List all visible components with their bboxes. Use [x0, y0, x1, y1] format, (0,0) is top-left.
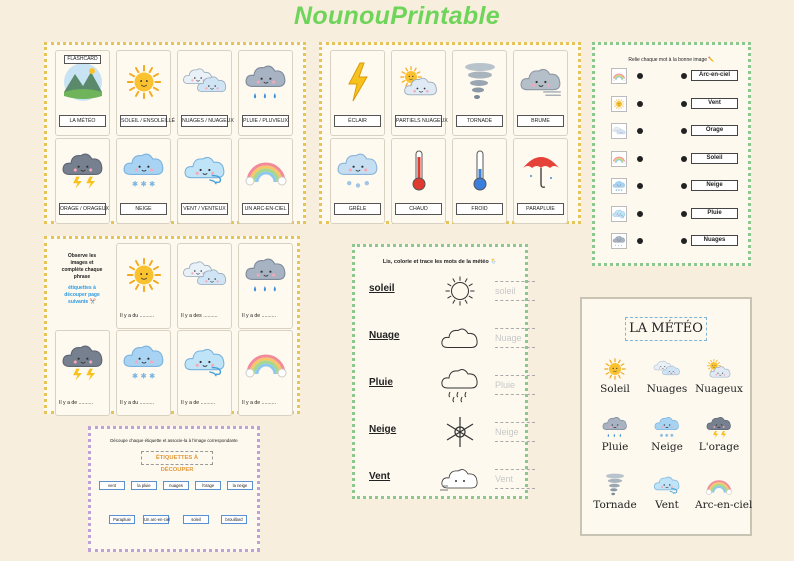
- match-row: [601, 67, 742, 85]
- tracing-word: Vent: [369, 471, 391, 482]
- partly-cloudy-icon: [392, 57, 445, 107]
- sentence-card: [238, 330, 293, 416]
- match-row: [601, 150, 742, 168]
- cloud-outline-icon: [441, 320, 479, 356]
- mist-icon: [514, 57, 567, 107]
- poster-cell: [591, 355, 639, 401]
- match-word: Arc-en-ciel: [691, 70, 738, 81]
- flashcard: [391, 50, 446, 136]
- labels-instruction: Découpe chaque étiquette et associe-la à l'image correspondante: [110, 438, 238, 443]
- flashcard-label: SOLEIL / ENSOLEILLÉ: [120, 115, 167, 127]
- tracing-row: [369, 461, 517, 501]
- flashcard-label: LA MÉTÉO: [59, 115, 106, 127]
- match-dot-right[interactable]: [681, 211, 687, 217]
- flashcard-sheet-2: [319, 42, 581, 224]
- flashcard-label: PARTIELS NUAGEUX: [395, 115, 442, 127]
- tracing-word: soleil: [369, 283, 395, 294]
- rain-cloud-icon: [239, 250, 292, 300]
- tracing-guide[interactable]: soleil: [495, 281, 535, 301]
- flashcard-label: UN ARC-EN-CIEL: [242, 203, 289, 215]
- flashcard-label: PLUIE / PLUVIEUX: [242, 115, 289, 127]
- rainbow-icon: [239, 337, 292, 387]
- poster-word: Nuages: [646, 383, 688, 395]
- snow-cloud-icon: [611, 178, 627, 194]
- poster-word: Neige: [651, 441, 683, 453]
- svg-text:✱ ✱ ✱: ✱ ✱ ✱: [615, 190, 623, 192]
- flashcard: [330, 50, 385, 136]
- match-dot-left[interactable]: [637, 128, 643, 134]
- rainbow-icon: [611, 68, 627, 84]
- flashcard-label: BRUME: [517, 115, 564, 127]
- poster-cell: [591, 471, 639, 517]
- labels-sheet: [88, 426, 260, 552]
- snow-cloud-icon: [117, 337, 170, 387]
- flashcard-label: TORNADE: [456, 115, 503, 127]
- match-word: Orage: [691, 125, 738, 136]
- flashcard: [116, 50, 176, 136]
- sentence-line[interactable]: Il y a de ..........: [242, 400, 277, 406]
- tracing-word: Nuage: [369, 330, 400, 341]
- cut-label[interactable]: l'orage: [195, 481, 221, 490]
- clouds-icon: [643, 355, 691, 383]
- sentence-note: étiquettes à découper page suivante ✂️: [64, 285, 100, 305]
- rain-cloud-icon: [591, 413, 639, 441]
- poster-cell: [643, 471, 691, 517]
- poster-word: Nuageux: [695, 383, 743, 395]
- tracing-title: Lis, colorie et trace les mots de la météo 🌦️: [382, 259, 498, 265]
- match-dot-left[interactable]: [637, 183, 643, 189]
- cut-label[interactable]: nuages: [163, 481, 189, 490]
- flashcard: [452, 50, 507, 136]
- flashcard-sheet-1: [44, 42, 306, 224]
- tracing-word: Neige: [369, 424, 397, 435]
- cut-label[interactable]: brouillard: [221, 515, 247, 524]
- snow-cloud-icon: [117, 145, 170, 195]
- sentence-line[interactable]: Il y a du ..........: [120, 400, 155, 406]
- cut-label[interactable]: Parapluie: [109, 515, 135, 524]
- match-dot-right[interactable]: [681, 156, 687, 162]
- sentence-line[interactable]: Il y a du ..........: [120, 313, 155, 319]
- match-row: [601, 205, 742, 223]
- match-dot-left[interactable]: [637, 156, 643, 162]
- match-row: [601, 122, 742, 140]
- rainbow-icon: [239, 145, 292, 195]
- poster-word: Arc-en-ciel: [695, 499, 753, 511]
- rainbow-icon: [611, 151, 627, 167]
- match-word: Nuages: [691, 235, 738, 246]
- wind-cloud-icon: [178, 337, 231, 387]
- flashcard: [513, 138, 568, 224]
- rain-cloud-icon: [611, 233, 627, 249]
- cut-label[interactable]: soleil: [183, 515, 209, 524]
- snow-cloud-icon: [643, 413, 691, 441]
- wind-outline-icon: [441, 461, 479, 497]
- flashcard: [330, 138, 385, 224]
- sun-icon: [611, 96, 627, 112]
- sun-icon: [117, 250, 170, 300]
- flashcard: [116, 138, 171, 224]
- storm-cloud-icon: [695, 413, 743, 441]
- matching-title: Relie chaque mot à la bonne image ✏️: [628, 57, 715, 63]
- sun-icon: [591, 355, 639, 383]
- flashcard: [391, 138, 446, 224]
- tracing-row: [369, 414, 517, 454]
- svg-text:✱ ✱ ✱: ✱ ✱ ✱: [131, 179, 156, 189]
- wind-cloud-icon: [178, 145, 231, 195]
- cut-label[interactable]: la neige: [227, 481, 253, 490]
- tornado-icon: [591, 471, 639, 499]
- flashcard-label: VENT / VENTEUX: [181, 203, 228, 215]
- wind-cloud-icon: [643, 471, 691, 499]
- tracing-row: [369, 367, 517, 407]
- poster-word: Soleil: [600, 383, 630, 395]
- sun-outline-icon: [441, 273, 479, 309]
- cut-label[interactable]: la pluie: [131, 481, 157, 490]
- storm-cloud-icon: [56, 145, 109, 195]
- match-row: [601, 177, 742, 195]
- svg-text:✱ ✱ ✱: ✱ ✱ ✱: [131, 371, 156, 381]
- poster-cell: [695, 355, 743, 401]
- matching-sheet: [592, 42, 751, 266]
- poster-cell: [695, 471, 753, 517]
- poster-cell: [591, 413, 639, 459]
- flashcard-label: CHAUD: [395, 203, 442, 215]
- rain-outline-icon: [441, 367, 479, 403]
- rain-cloud-icon: [239, 57, 292, 107]
- clouds-icon: [178, 250, 231, 300]
- match-word: Neige: [691, 180, 738, 191]
- flashcard: [55, 50, 110, 136]
- brand-title: NounouPrintable: [294, 2, 500, 30]
- sentence-card: [55, 330, 110, 416]
- sentence-card: [177, 243, 232, 329]
- match-dot-left[interactable]: [637, 101, 643, 107]
- flashcard-label: ÉCLAIR: [334, 115, 381, 127]
- poster-word: L'orage: [698, 441, 740, 453]
- clouds-icon: [178, 57, 231, 107]
- poster-word: Vent: [655, 499, 679, 511]
- partly-cloudy-icon: [695, 355, 743, 383]
- match-word: Pluie: [691, 208, 738, 219]
- sentence-card: [116, 243, 171, 329]
- match-dot-left[interactable]: [637, 238, 643, 244]
- match-dot-right[interactable]: [681, 73, 687, 79]
- flashcard-label: FROID: [456, 203, 503, 215]
- sentence-line[interactable]: Il y a de ..........: [242, 313, 277, 319]
- clouds-icon: [611, 123, 627, 139]
- match-row: [601, 95, 742, 113]
- poster-cell: [643, 413, 691, 459]
- match-dot-right[interactable]: [681, 238, 687, 244]
- wind-cloud-icon: [611, 206, 627, 222]
- flashcard-header: FLASHCARD: [64, 55, 101, 64]
- tracing-guide[interactable]: Pluie: [495, 375, 535, 395]
- landscape-icon: [56, 57, 109, 107]
- tracing-row: [369, 273, 517, 313]
- match-dot-right[interactable]: [681, 101, 687, 107]
- tracing-row: [369, 320, 522, 360]
- flashcard: [55, 138, 110, 224]
- snowflake-outline-icon: [441, 414, 479, 450]
- sentence-card: [116, 330, 171, 416]
- flashcard: [238, 138, 293, 224]
- tracing-guide[interactable]: Neige: [495, 422, 535, 442]
- match-dot-left[interactable]: [637, 73, 643, 79]
- flashcard: [238, 50, 293, 136]
- poster-word: Pluie: [601, 441, 629, 453]
- match-dot-right[interactable]: [681, 183, 687, 189]
- match-word: Soleil: [691, 153, 738, 164]
- poster-title: LA MÉTÉO: [625, 317, 707, 341]
- flashcard: [452, 138, 507, 224]
- rainbow-icon: [695, 471, 743, 499]
- svg-text:✱ ✱ ✱: ✱ ✱ ✱: [659, 433, 674, 438]
- poster-word: Tornade: [593, 499, 637, 511]
- storm-cloud-icon: [56, 337, 109, 387]
- sentence-line[interactable]: Il y a des ..........: [181, 313, 218, 319]
- cut-label[interactable]: Un arc-en-ciel: [144, 517, 171, 522]
- flashcard-label: PARAPLUIE: [517, 203, 564, 215]
- flashcard-label: NEIGE: [120, 203, 167, 215]
- poster-sheet: [580, 297, 752, 536]
- flashcard-label: GRÊLE: [334, 203, 381, 215]
- cold-thermometer-icon: [453, 145, 506, 195]
- poster-cell: [643, 355, 691, 401]
- sentence-card: [238, 243, 293, 329]
- match-word: Vent: [691, 98, 738, 109]
- flashcard: [177, 50, 232, 136]
- tornado-icon: [453, 57, 506, 107]
- match-row: [601, 232, 742, 250]
- umbrella-icon: [514, 145, 567, 195]
- sun-icon: [117, 57, 170, 107]
- flashcard: [513, 50, 568, 136]
- sentence-line[interactable]: Il y a de ..........: [59, 400, 94, 406]
- tracing-sheet: [352, 244, 528, 499]
- lightning-icon: [331, 57, 384, 107]
- match-dot-right[interactable]: [681, 128, 687, 134]
- labels-header: ÉTIQUETTES À DÉCOUPER: [141, 451, 213, 465]
- tracing-word: Pluie: [369, 377, 393, 388]
- hot-thermometer-icon: [392, 145, 445, 195]
- flashcard-label: NUAGES / NUAGEUX: [181, 115, 228, 127]
- sentence-line[interactable]: Il y a de ..........: [181, 400, 216, 406]
- poster-cell: [695, 413, 743, 459]
- cut-label[interactable]: vent: [99, 481, 125, 490]
- sentence-instruction: Observe les images et complète chaque phrase: [61, 253, 103, 280]
- sentence-card: [177, 330, 232, 416]
- hail-icon: [331, 145, 384, 195]
- tracing-guide[interactable]: Nuage: [495, 328, 535, 348]
- flashcard-label: ORAGE / ORAGEUX: [59, 203, 106, 215]
- tracing-guide[interactable]: Vent: [495, 469, 535, 489]
- match-dot-left[interactable]: [637, 211, 643, 217]
- flashcard: [177, 138, 232, 224]
- sentence-sheet: [44, 236, 300, 414]
